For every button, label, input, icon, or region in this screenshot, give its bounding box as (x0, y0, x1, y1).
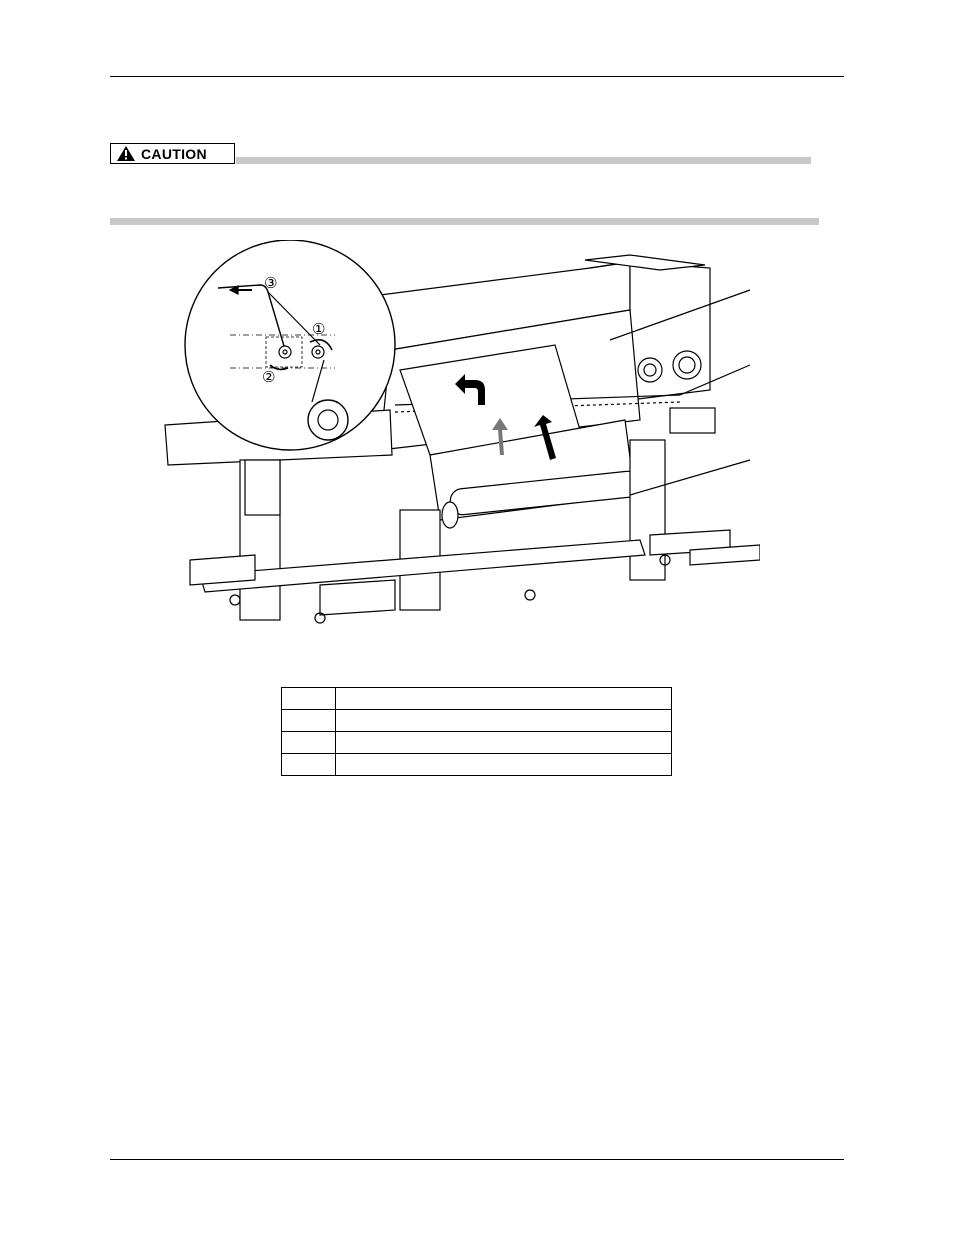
callout-2: ② (262, 368, 276, 386)
legend-num (282, 710, 336, 732)
caution-badge (110, 143, 235, 164)
legend-row (282, 688, 672, 710)
legend-num (282, 732, 336, 754)
legend-desc (336, 754, 672, 776)
detail-magnifier (185, 240, 395, 450)
take-up-unit-illustration (160, 240, 760, 640)
footer-rule (110, 1159, 844, 1160)
legend-desc (336, 688, 672, 710)
legend-row (282, 732, 672, 754)
callout-1: ① (312, 320, 326, 338)
legend-desc (336, 710, 672, 732)
caution-top-bar (236, 157, 811, 164)
caution-bottom-bar (110, 218, 819, 225)
legend-desc (336, 732, 672, 754)
callout-3: ③ (264, 274, 278, 292)
legend-row (282, 754, 672, 776)
caution-label: CAUTION (141, 145, 207, 162)
header-rule (110, 76, 844, 77)
legend-num (282, 754, 336, 776)
legend-row (282, 710, 672, 732)
warning-triangle-icon (111, 144, 141, 163)
legend-table (281, 687, 672, 776)
legend-num (282, 688, 336, 710)
